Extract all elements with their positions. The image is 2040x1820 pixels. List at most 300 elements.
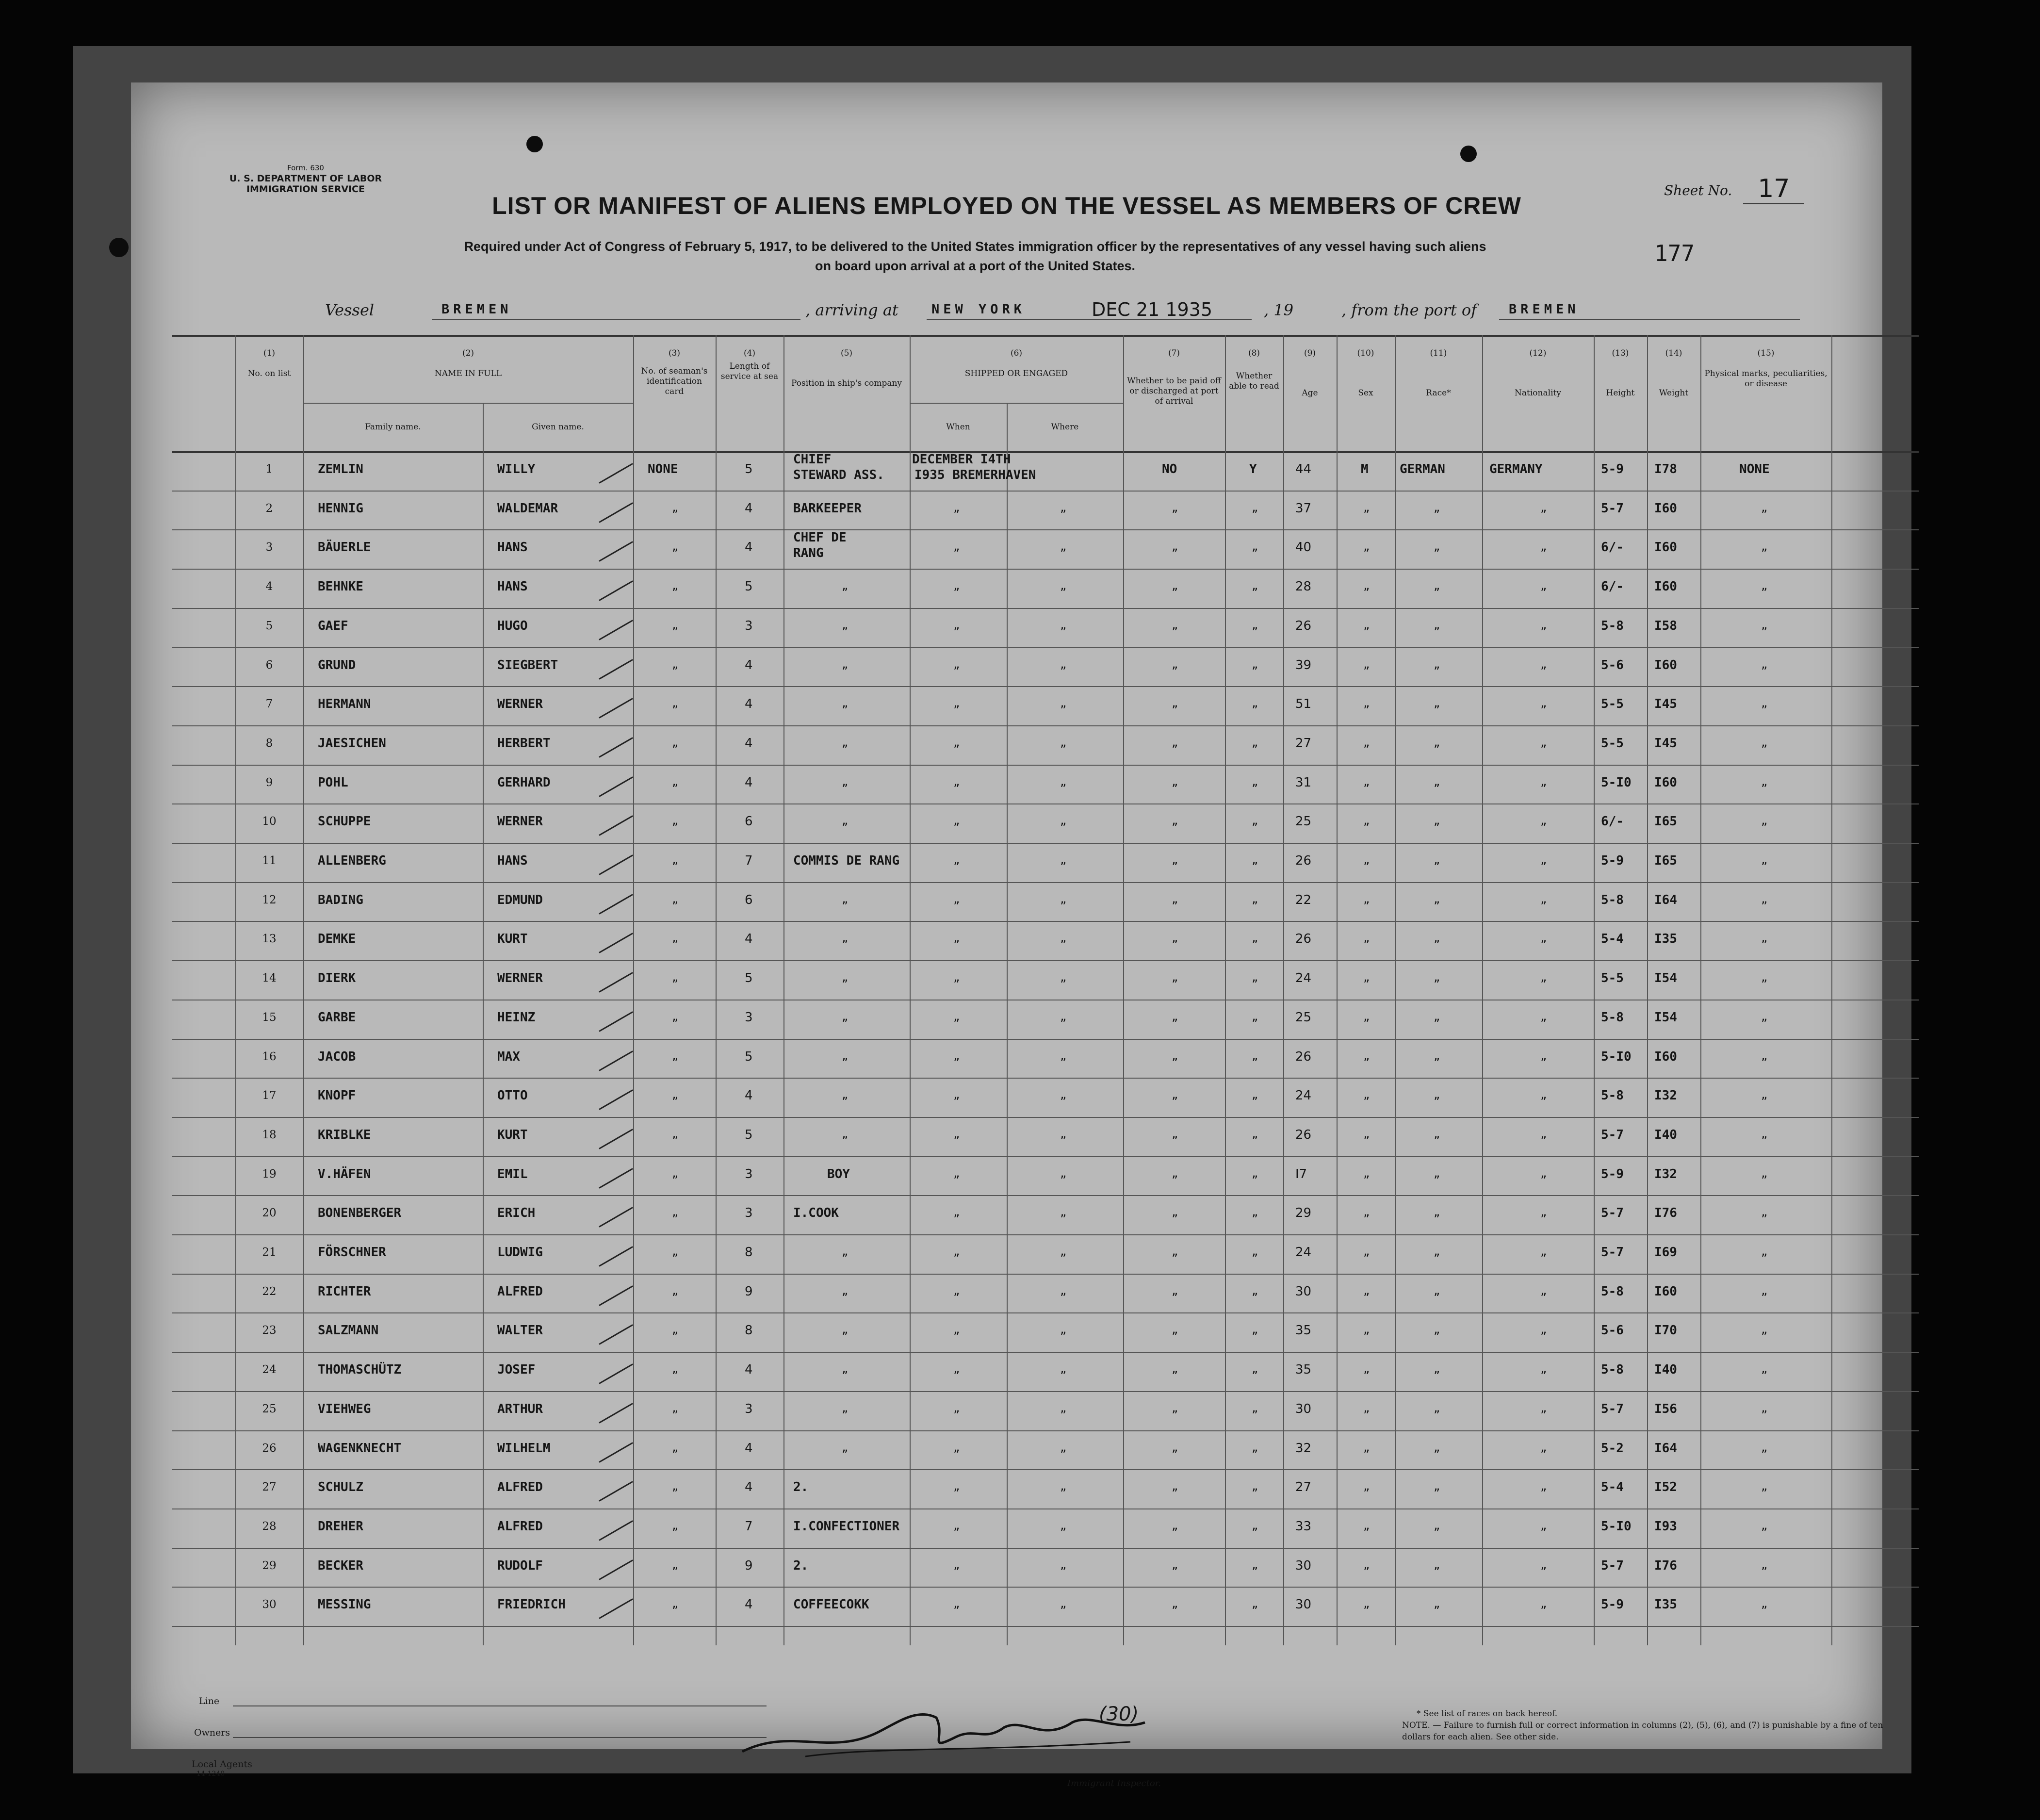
ditto-mark: „ [672,1089,679,1102]
ditto-mark: „ [1761,1324,1768,1337]
header-weight: Weight [1659,388,1689,398]
given-name: SIEGBERT [497,657,558,672]
column-rule [1337,335,1338,1645]
ditto-mark: „ [1540,580,1547,593]
given-name: LUDWIG [497,1245,543,1260]
height: 5-2 [1601,1441,1624,1456]
family-name: JAESICHEN [318,736,386,751]
check-mark [599,1481,633,1502]
ditto-mark: „ [1761,737,1768,749]
age: 35 [1295,1362,1312,1377]
ditto-mark: „ [953,737,960,749]
family-name: HENNIG [318,501,363,516]
ditto-mark: „ [1540,1363,1547,1376]
height: 5-7 [1601,1558,1624,1573]
check-mark [599,580,633,601]
ditto-mark: „ [1060,737,1067,749]
header-no-on-list: No. on list [247,369,291,378]
ditto-mark: „ [1540,1011,1547,1023]
length-of-service: 4 [745,1362,753,1377]
column-rule [783,335,784,1645]
family-name: BADING [318,892,363,907]
ditto-mark: „ [672,737,679,749]
shipped-subheader-rule [910,403,1123,404]
age: 26 [1295,1049,1312,1064]
header-race: Race* [1426,388,1451,398]
family-name: BÄUERLE [318,540,371,555]
column-rule [1123,335,1124,1645]
ditto-mark: „ [1172,1207,1178,1219]
given-name: WILHELM [497,1441,551,1456]
ditto-mark: „ [1252,1559,1258,1572]
ditto-mark: „ [672,698,679,710]
ditto-mark: „ [842,737,849,749]
header-paid-off: Whether to be paid off or discharged at port of arrival [1127,376,1221,406]
ditto-mark: „ [1540,933,1547,945]
row-number: 29 [262,1559,277,1572]
row-number: 19 [262,1167,277,1181]
family-name: SCHUPPE [318,814,371,829]
length-of-service: 3 [745,1010,753,1025]
name-subheader-rule [303,403,633,404]
family-name: HERMANN [318,697,371,712]
length-of-service: 5 [745,1049,753,1064]
ditto-mark: „ [1060,1402,1067,1415]
ditto-mark: „ [1252,1050,1258,1063]
age: 51 [1295,697,1312,712]
header-position: Position in ship's company [791,378,902,388]
ditto-mark: „ [1761,776,1768,788]
check-mark [599,1246,633,1267]
ditto-mark: „ [1761,1285,1768,1297]
height: 6/- [1601,540,1624,555]
family-name: V.HÄFEN [318,1166,371,1181]
row-number: 1 [265,463,273,475]
ditto-mark: „ [1540,502,1547,514]
ditto-mark: „ [1363,1559,1370,1572]
physical-marks: NONE [1739,462,1770,476]
ditto-mark: „ [953,1011,960,1023]
header-length-service: Length of service at sea [720,361,779,381]
ditto-mark: „ [1252,893,1258,906]
ditto-mark: „ [953,776,960,788]
ditto-mark: „ [842,698,849,710]
age: 26 [1295,853,1312,868]
given-name: ARTHUR [497,1401,543,1416]
row-rule [172,1587,1919,1588]
ditto-mark: „ [672,933,679,945]
given-name: EMIL [497,1166,528,1181]
column-number: (7) [1168,348,1180,358]
column-number: (13) [1612,348,1629,358]
ditto-mark: „ [1252,1481,1258,1493]
row-number: 27 [262,1481,277,1494]
ditto-mark: „ [672,1598,679,1611]
given-name: HANS [497,540,528,555]
ditto-mark: „ [1434,1520,1440,1532]
column-rule [716,335,717,1645]
ditto-mark: „ [953,698,960,710]
ditto-mark: „ [1172,1324,1178,1337]
ditto-mark: „ [1172,737,1178,749]
row-number: 30 [262,1598,277,1611]
check-mark [599,776,633,797]
ditto-mark: „ [1060,1050,1067,1063]
ditto-mark: „ [1434,1481,1440,1493]
age: 28 [1295,579,1312,594]
ditto-mark: „ [1761,893,1768,906]
ditto-mark: „ [1172,972,1178,984]
note-text: — Failure to furnish full or correct information in columns (2), (5), (6), and (7) is punishable by a fine of ten dollars for each alien. See other side. [1402,1721,1883,1742]
row-number: 15 [262,1011,277,1024]
position: CHEF DE [793,530,847,545]
ditto-mark: „ [1060,1324,1067,1337]
subtitle-line-1: Required under Act of Congress of February 5, 1917, to be delivered to the United States immigration officer by the representatives of any vessel having such aliens [464,239,1486,254]
row-rule [172,569,1919,570]
age: 30 [1295,1597,1312,1612]
ditto-mark: „ [1434,1363,1440,1376]
ditto-mark: „ [953,1324,960,1337]
ditto-mark: „ [1434,1442,1440,1454]
ditto-mark: „ [1761,1520,1768,1532]
check-mark [599,933,633,954]
weight: I60 [1654,1284,1677,1299]
ditto-mark: „ [953,1207,960,1219]
ditto-mark: „ [1761,1167,1768,1180]
column-number: (14) [1665,348,1682,358]
ditto-mark: „ [672,854,679,867]
ditto-mark: „ [1252,1442,1258,1454]
ditto-mark: „ [1252,1598,1258,1611]
form-code: 14-1240 [196,1770,225,1778]
ditto-mark: „ [1172,1167,1178,1180]
ditto-mark: „ [1252,1324,1258,1337]
agents-label: Local Agents [192,1759,252,1770]
length-of-service: 4 [745,501,753,516]
length-of-service: 3 [745,618,753,633]
ditto-mark: „ [842,1363,849,1376]
ditto-mark: „ [1252,1089,1258,1102]
given-name: WALTER [497,1323,543,1338]
row-number: 12 [262,893,277,906]
note-label: NOTE. [1402,1721,1430,1730]
age: 31 [1295,775,1312,790]
family-name: DIERK [318,971,356,986]
ditto-mark: „ [1363,502,1370,514]
ditto-mark: „ [672,815,679,828]
ditto-mark: „ [953,1050,960,1063]
check-mark [599,502,633,523]
ditto-mark: „ [1434,1050,1440,1063]
ditto-mark: „ [1363,1520,1370,1532]
fine-note [1402,1720,1887,1743]
ditto-mark: „ [1363,1481,1370,1493]
ditto-mark: „ [842,776,849,788]
ditto-mark: „ [1252,541,1258,554]
row-number: 3 [265,541,273,554]
header-where: Where [1051,422,1079,432]
height: 5-6 [1601,657,1624,672]
column-number: (2) [462,348,474,358]
ditto-mark: „ [1363,776,1370,788]
family-name: MESSING [318,1597,371,1612]
ditto-mark: „ [1363,1207,1370,1219]
check-mark [599,1129,633,1149]
service-name: IMMIGRATION SERVICE [246,184,365,195]
column-rule [1647,335,1648,1645]
year-label: , 19 [1264,301,1294,319]
ditto-mark: „ [672,580,679,593]
ditto-mark: „ [953,580,960,593]
ditto-mark: „ [1540,1128,1547,1141]
length-of-service: 4 [745,736,753,751]
given-name: HANS [497,579,528,594]
weight: I64 [1654,1441,1677,1456]
ditto-mark: „ [1761,1481,1768,1493]
length-of-service: 4 [745,1597,753,1612]
given-name: GERHARD [497,775,551,790]
ditto-mark: „ [1172,1520,1178,1532]
ditto-mark: „ [842,1128,849,1141]
row-number: 22 [262,1285,277,1298]
family-name: KRIBLKE [318,1127,371,1142]
height: 5-5 [1601,697,1624,712]
seaman-id: NONE [648,462,678,476]
row-rule [172,1430,1919,1431]
column-number: (1) [263,348,276,358]
ditto-mark: „ [672,619,679,632]
ditto-mark: „ [1540,1167,1547,1180]
ditto-mark: „ [1172,1089,1178,1102]
form-identifier [204,163,408,195]
ditto-mark: „ [842,1089,849,1102]
department-name: U. S. DEPARTMENT OF LABOR [229,173,382,184]
column-number: (8) [1248,348,1260,358]
ditto-mark: „ [672,1167,679,1180]
ditto-mark: „ [1540,854,1547,867]
weight: I93 [1654,1519,1677,1534]
ditto-mark: „ [1060,1011,1067,1023]
ditto-mark: „ [1540,1207,1547,1219]
ditto-mark: „ [1252,1128,1258,1141]
weight: I52 [1654,1480,1677,1495]
position: BOY [827,1166,850,1181]
race: GERMAN [1400,462,1445,476]
ditto-mark: „ [1172,1442,1178,1454]
column-rule [1482,335,1483,1645]
handwritten-total: (30) [1099,1703,1139,1725]
ditto-mark: „ [1060,1442,1067,1454]
ditto-mark: „ [1540,815,1547,828]
ditto-mark: „ [1434,580,1440,593]
length-of-service: 4 [745,1088,753,1103]
ditto-mark: „ [1060,854,1067,867]
ditto-mark: „ [842,1246,849,1258]
ditto-mark: „ [1761,1089,1768,1102]
ditto-mark: „ [953,1520,960,1532]
family-name: THOMASCHÜTZ [318,1362,402,1377]
height: 5-I0 [1601,1519,1632,1534]
ditto-mark: „ [1540,619,1547,632]
ditto-mark: „ [672,893,679,906]
ditto-mark: „ [1172,1363,1178,1376]
row-number: 21 [262,1246,277,1259]
row-number: 26 [262,1442,277,1455]
ditto-mark: „ [953,541,960,554]
height: 5-7 [1601,1206,1624,1221]
ditto-mark: „ [1252,854,1258,867]
page-title: LIST OR MANIFEST OF ALIENS EMPLOYED ON THE VESSEL AS MEMBERS OF CREW [492,192,1521,219]
header-age: Age [1302,388,1318,398]
page-subtitle [364,237,1586,276]
age: 26 [1295,932,1312,947]
ditto-mark: „ [1252,1363,1258,1376]
position: I.CONFECTIONER [793,1519,900,1534]
column-rule [910,335,911,1645]
check-mark [599,1285,633,1306]
ditto-mark: „ [1540,1559,1547,1572]
ditto-mark: „ [1540,972,1547,984]
ditto-mark: „ [1363,854,1370,867]
row-rule [172,1469,1919,1470]
family-name: SCHULZ [318,1480,363,1495]
height: 5-8 [1601,1088,1624,1103]
ditto-mark: „ [1060,502,1067,514]
ditto-mark: „ [1434,1324,1440,1337]
ditto-mark: „ [1540,541,1547,554]
vessel-label: Vessel [325,301,375,319]
header-seaman-id: No. of seaman's identification card [641,366,708,396]
given-name: HUGO [497,618,528,633]
ditto-mark: „ [1761,1598,1768,1611]
age: 24 [1295,1088,1312,1103]
age: 30 [1295,1284,1312,1299]
position: BARKEEPER [793,501,862,516]
ditto-mark: „ [953,972,960,984]
ditto-mark: „ [842,1050,849,1063]
ditto-mark: „ [1434,658,1440,671]
age: 37 [1295,501,1312,516]
length-of-service: 6 [745,892,753,907]
ditto-mark: „ [1060,1559,1067,1572]
family-name: JACOB [318,1049,356,1064]
family-name: POHL [318,775,348,790]
height: 5-5 [1601,736,1624,751]
sex: M [1361,462,1369,476]
ditto-mark: „ [953,502,960,514]
given-name: WERNER [497,814,543,829]
length-of-service: 9 [745,1558,753,1573]
row-rule [172,765,1919,766]
row-number: 20 [262,1207,277,1220]
check-mark [599,1089,633,1110]
row-number: 5 [265,619,273,632]
row-rule [172,1508,1919,1509]
weight: I32 [1654,1166,1677,1181]
table-top-rule [172,335,1919,337]
family-name: WAGENKNECHT [318,1441,402,1456]
row-number: 6 [265,658,273,672]
ditto-mark: „ [1761,619,1768,632]
ditto-mark: „ [1060,1246,1067,1258]
ditto-mark: „ [1363,1442,1370,1454]
ditto-mark: „ [1252,1167,1258,1180]
arriving-label: , arriving at [805,301,898,319]
ditto-mark: „ [1761,502,1768,514]
ditto-mark: „ [1252,815,1258,828]
height: 5-7 [1601,1245,1624,1260]
weight: I60 [1654,501,1677,516]
ditto-mark: „ [1060,893,1067,906]
weight: I78 [1654,462,1677,476]
column-number: (11) [1430,348,1447,358]
ditto-mark: „ [1060,1520,1067,1532]
row-rule [172,1548,1919,1549]
weight: I54 [1654,1010,1677,1025]
position: I.COOK [793,1206,839,1221]
ditto-mark: „ [672,1285,679,1297]
ditto-mark: „ [1060,972,1067,984]
ditto-mark: „ [953,1128,960,1141]
ditto-mark: „ [1252,580,1258,593]
family-name: FÖRSCHNER [318,1245,386,1260]
ditto-mark: „ [1172,619,1178,632]
ditto-mark: „ [1060,815,1067,828]
given-name: ERICH [497,1206,536,1221]
length-of-service: 4 [745,697,753,712]
weight: I40 [1654,1362,1677,1377]
length-of-service: 7 [745,853,753,868]
column-number: (6) [1010,348,1023,358]
height: 5-9 [1601,1166,1624,1181]
ditto-mark: „ [1434,698,1440,710]
check-mark [599,620,633,640]
height: 5-4 [1601,932,1624,947]
line-label: Line [199,1696,220,1706]
ditto-mark: „ [1363,737,1370,749]
ditto-mark: „ [1252,698,1258,710]
age: 27 [1295,1480,1312,1495]
vessel-line [131,296,1882,325]
ditto-mark: „ [953,619,960,632]
ditto-mark: „ [672,972,679,984]
ditto-mark: „ [1363,815,1370,828]
position-line-2: STEWARD ASS. [793,468,884,482]
ditto-mark: „ [1540,1324,1547,1337]
sheet-number-value: 17 [1743,174,1804,204]
ditto-mark: „ [1060,1089,1067,1102]
ditto-mark: „ [953,1089,960,1102]
races-note: * See list of races on back hereof. [1417,1709,1558,1719]
check-mark [599,737,633,758]
ditto-mark: „ [672,502,679,514]
height: 5-8 [1601,1362,1624,1377]
check-mark [599,1363,633,1384]
ditto-mark: „ [672,1246,679,1258]
weight: I32 [1654,1088,1677,1103]
header-when: When [946,422,970,432]
ditto-mark: „ [953,1246,960,1258]
ditto-mark: „ [672,1128,679,1141]
arriving-port: NEW YORK [931,302,1026,317]
ditto-mark: „ [1363,1167,1370,1180]
ditto-mark: „ [1761,1128,1768,1141]
ditto-mark: „ [1252,1207,1258,1219]
position: CHIEF [793,452,832,467]
ditto-mark: „ [1363,1402,1370,1415]
name-split-rule [483,403,484,1645]
row-rule [172,725,1919,726]
